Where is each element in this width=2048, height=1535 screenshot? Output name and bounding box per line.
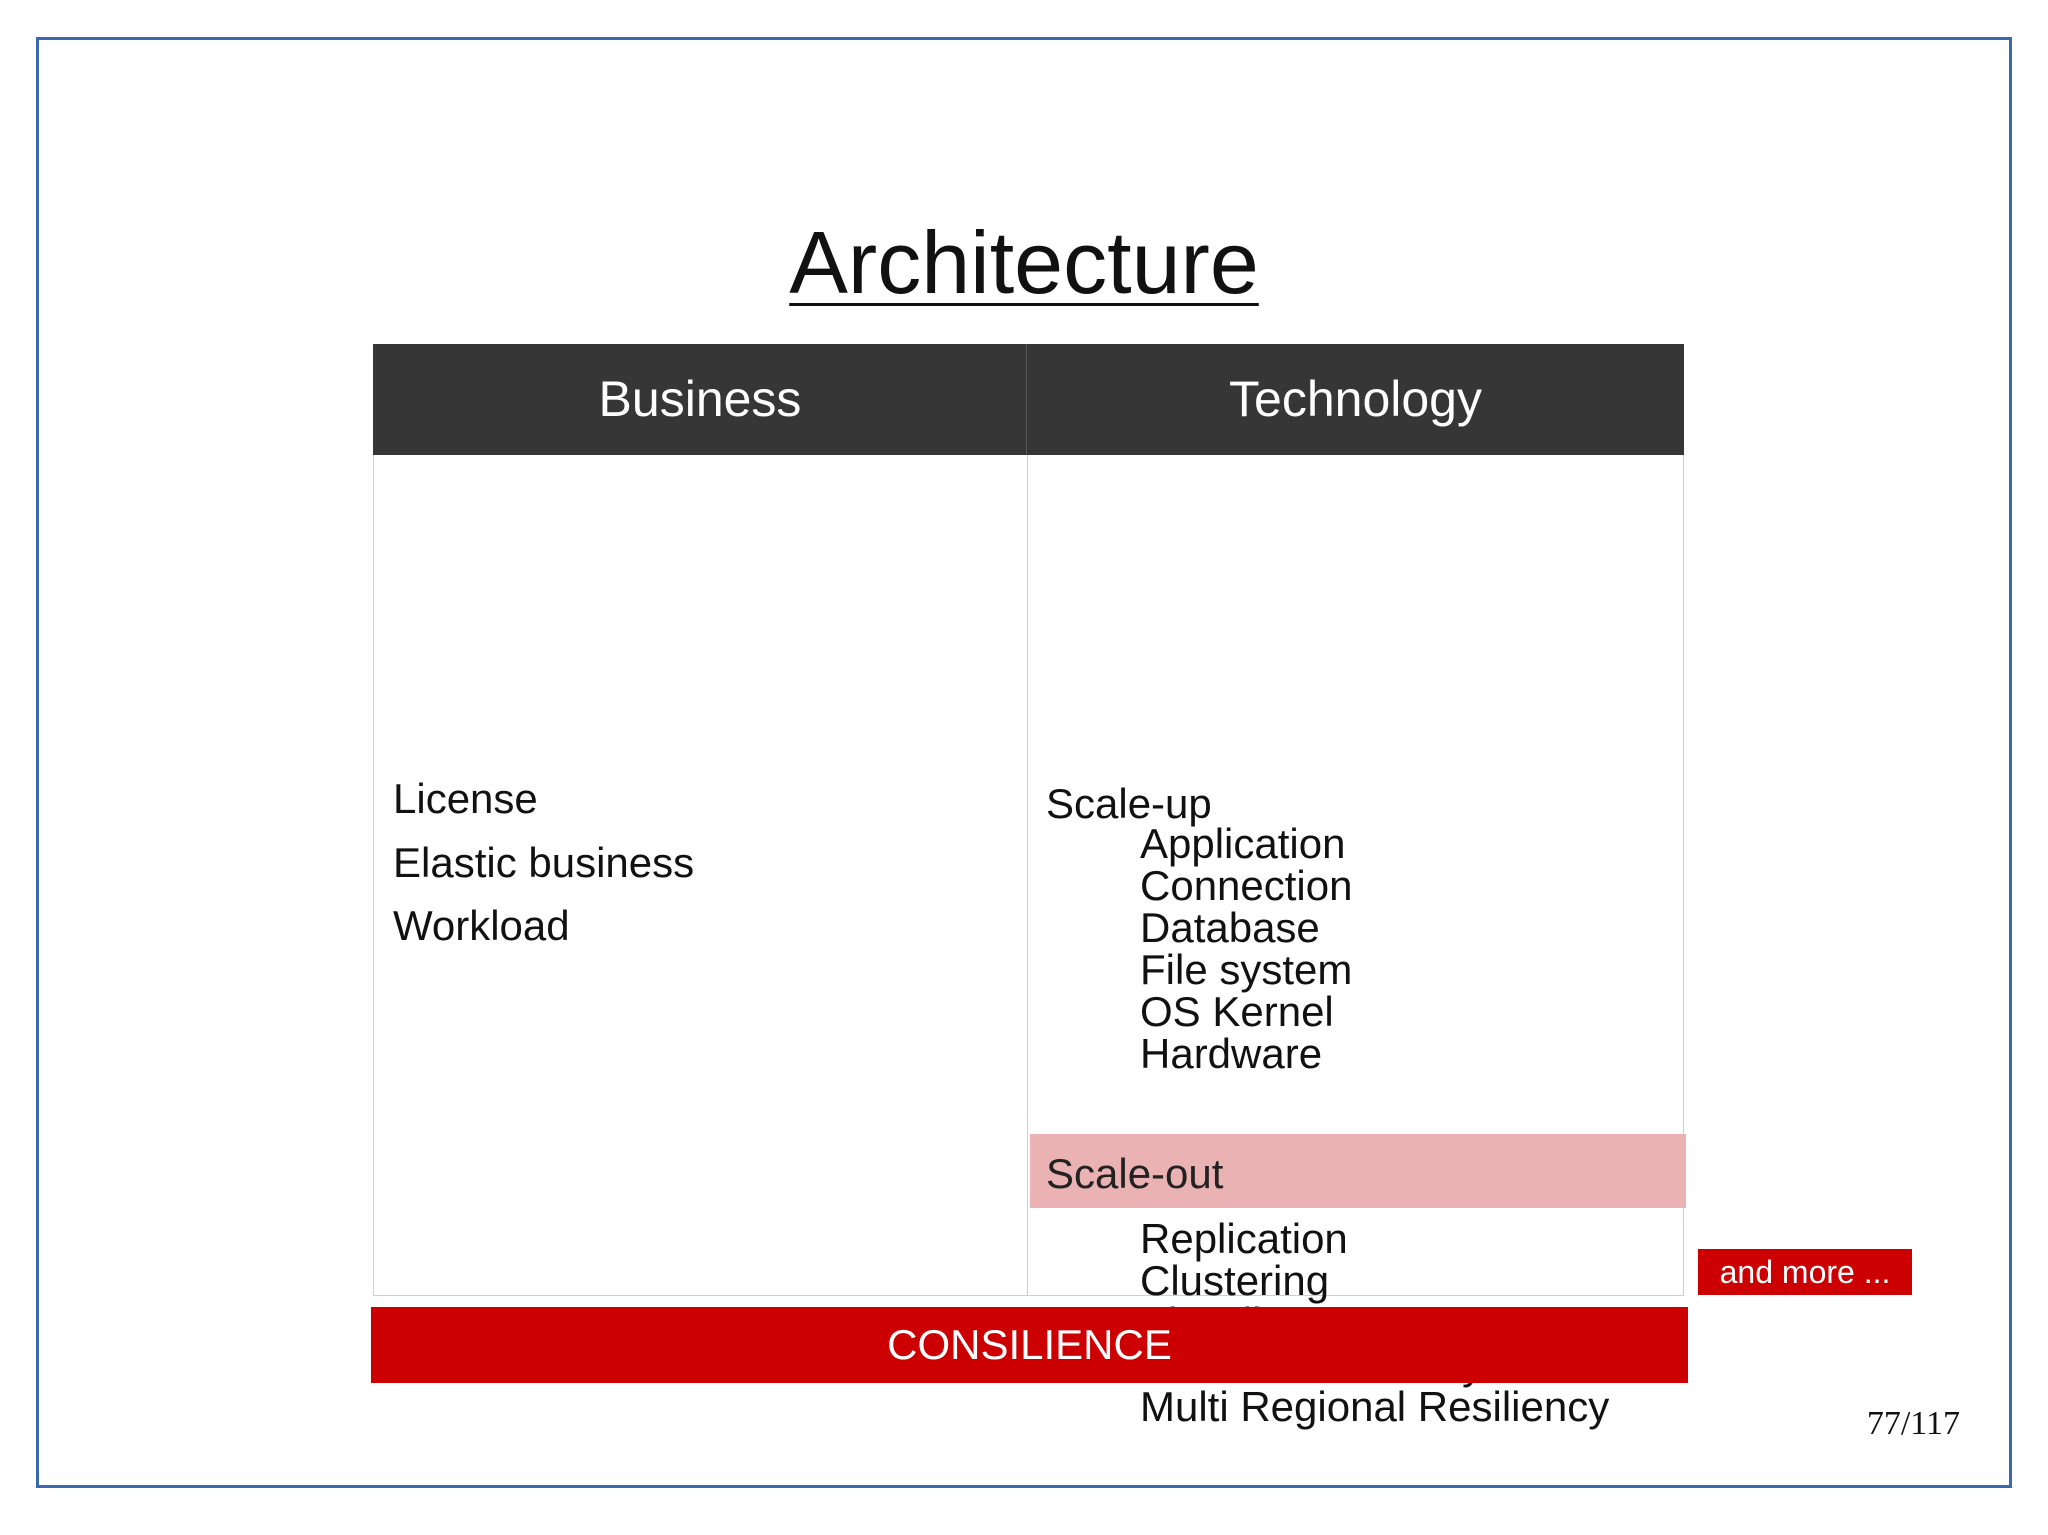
column-divider xyxy=(1027,455,1028,1296)
scale-up-list xyxy=(1140,820,1353,1077)
page-number: 77/117 xyxy=(1866,1405,1960,1442)
list-item: Clustering xyxy=(1140,1257,1330,1304)
list-item: Application xyxy=(1140,820,1346,867)
list-item: Connection xyxy=(1140,862,1353,909)
scale-out-label: Scale-out xyxy=(1046,1150,1224,1197)
table-header-row xyxy=(373,344,1684,455)
list-item: Hardware xyxy=(1140,1030,1323,1077)
business-item-workload: Workload xyxy=(393,902,570,949)
consilience-bar: CONSILIENCE xyxy=(371,1307,1688,1383)
business-item-elastic: Elastic business xyxy=(393,839,695,886)
list-item: File system xyxy=(1140,946,1353,993)
header-technology: Technology xyxy=(1229,371,1482,427)
list-item: Database xyxy=(1140,904,1320,951)
list-item: Multi Regional Resiliency xyxy=(1140,1383,1610,1430)
header-business: Business xyxy=(598,371,802,427)
list-item: Replication xyxy=(1140,1215,1348,1262)
and-more-badge: and more ... xyxy=(1698,1249,1912,1295)
scale-up-label: Scale-up xyxy=(1046,780,1212,827)
slide-title: Architecture xyxy=(789,213,1259,312)
business-item-license: License xyxy=(393,775,538,822)
list-item: OS Kernel xyxy=(1140,988,1334,1035)
